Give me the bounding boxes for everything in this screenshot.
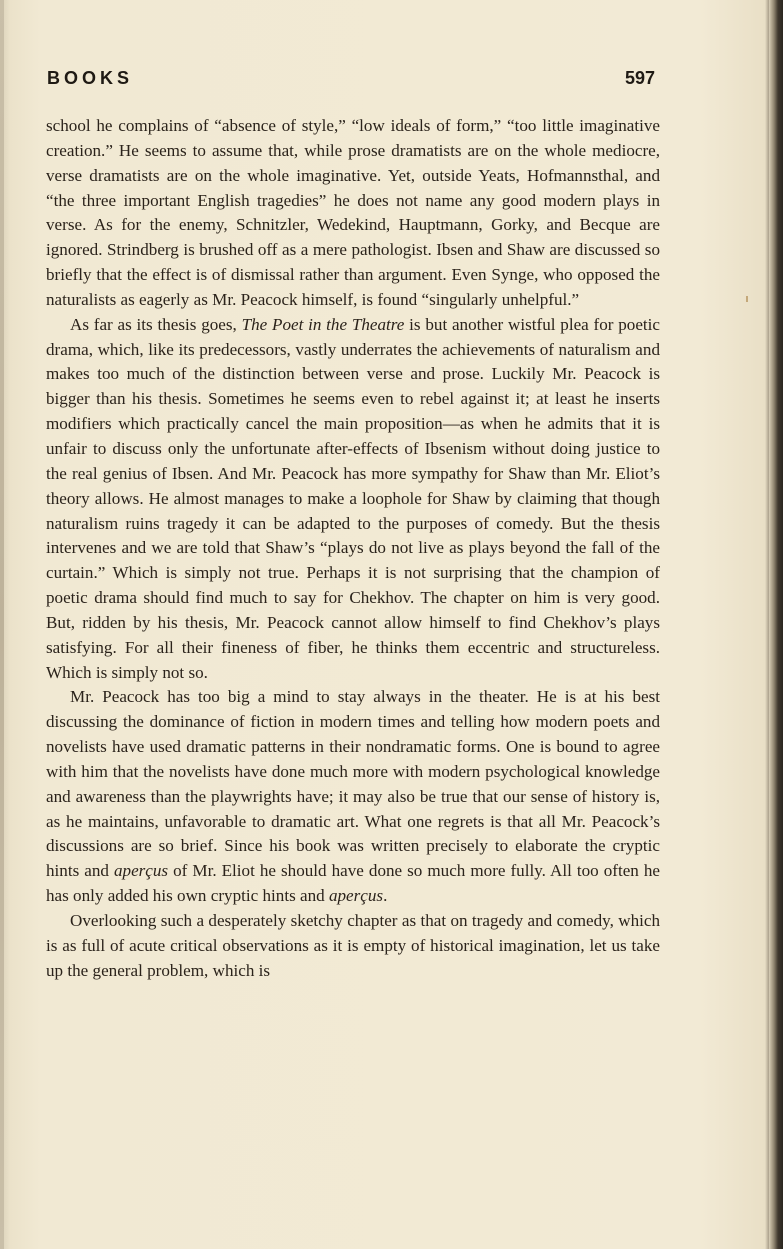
paragraph-text: As far as its thesis goes, [70, 314, 242, 334]
paragraph-text: Overlooking such a desperately sketchy chapter as that on tragedy and comedy, which is as full of acute critical observations as it is empty of historical imagination, let us take up the general problem, which is [46, 911, 660, 980]
paragraph-text: Mr. Peacock has too big a mind to stay always in the theater. He is at his best discussing the dominance of fiction in modern times and telling how modern poets and novelists have used dramatic patterns in their nondramatic forms. One is bound to agree with him that the novelists have done much more with modern psychological knowledge and awareness than the playwrights have; it may also be true that our sense of history is, as he maintains, unfavorable to dramatic art. What one regrets is that all Mr. Peacock’s discussions are so brief. Since his book was written precisely to elaborate the cryptic hints and [46, 687, 660, 881]
paragraph-text: school he complains of “absence of style,” “low ideals of form,” “too little imaginative creation.” He seems to assume that, while prose dramatists are on the whole mediocre, verse dramatists are on the whole imaginative. Yet, outside Yeats, Hofmannsthal, and “the three important English tragedies” he does not name any good modern plays in verse. As for the enemy, Schnitzler, Wedekind, Hauptmann, Gorky, and Becque are ignored. Strindberg is brushed off as a mere pathologist. Ibsen and Shaw are discussed so briefly that the effect is of dismissal rather than argument. Even Synge, who opposed the naturalists as eagerly as Mr. Peacock himself, is found “singularly unhelpful.” [46, 116, 660, 309]
paragraph [46, 909, 660, 984]
body-text [46, 114, 660, 984]
page-number: 597 [624, 68, 655, 88]
paragraph-text: of Mr. Eliot he should have done so much more fully. All too often he has only added his own cryptic hints and [46, 861, 660, 906]
paragraph-text: . [383, 886, 388, 906]
italic-text: The Poet in the Theatre [241, 314, 405, 334]
italic-text: aperçus [113, 861, 169, 881]
paper-speck [746, 296, 748, 302]
paragraph [46, 313, 660, 686]
running-head-title: BOOKS [47, 68, 134, 88]
paragraph [46, 685, 660, 909]
paragraph [46, 114, 660, 313]
page-right-edge-shadow [769, 0, 783, 1249]
paragraph-text: is but another wistful plea for poetic drama, which, like its predecessors, vastly underrates the achievements of naturalism and makes too much of the distinction between verse and prose. Luckily Mr. Peacock is bigger than his thesis. Sometimes he seems even to rebel against it; at least he inserts modifiers which practically cancel the main proposition—as when he admits that it is unfair to discuss only the unfortunate after-effects of Ibsenism without doing justice to the real genius of Ibsen. And Mr. Peacock has more sympathy for Shaw than Mr. Eliot’s theory allows. He almost manages to make a loophole for Shaw by claiming that though naturalism ruins tragedy it can be adapted to the purposes of comedy. But the thesis intervenes and we are told that Shaw’s “plays do not live as plays beyond the fall of the curtain.” Which is simply not true. Perhaps it is not surprising that the champion of poetic drama should find much to say for Chekhov. The chapter on him is very good. But, ridden by his thesis, Mr. Peacock cannot allow himself to find Chekhov’s plays satisfying. For all their fineness of fiber, he thinks them eccentric and structureless. Which is simply not so. [46, 314, 660, 682]
running-head [47, 68, 655, 92]
page-left-edge [0, 0, 4, 1249]
italic-text: aperçus [328, 886, 384, 906]
